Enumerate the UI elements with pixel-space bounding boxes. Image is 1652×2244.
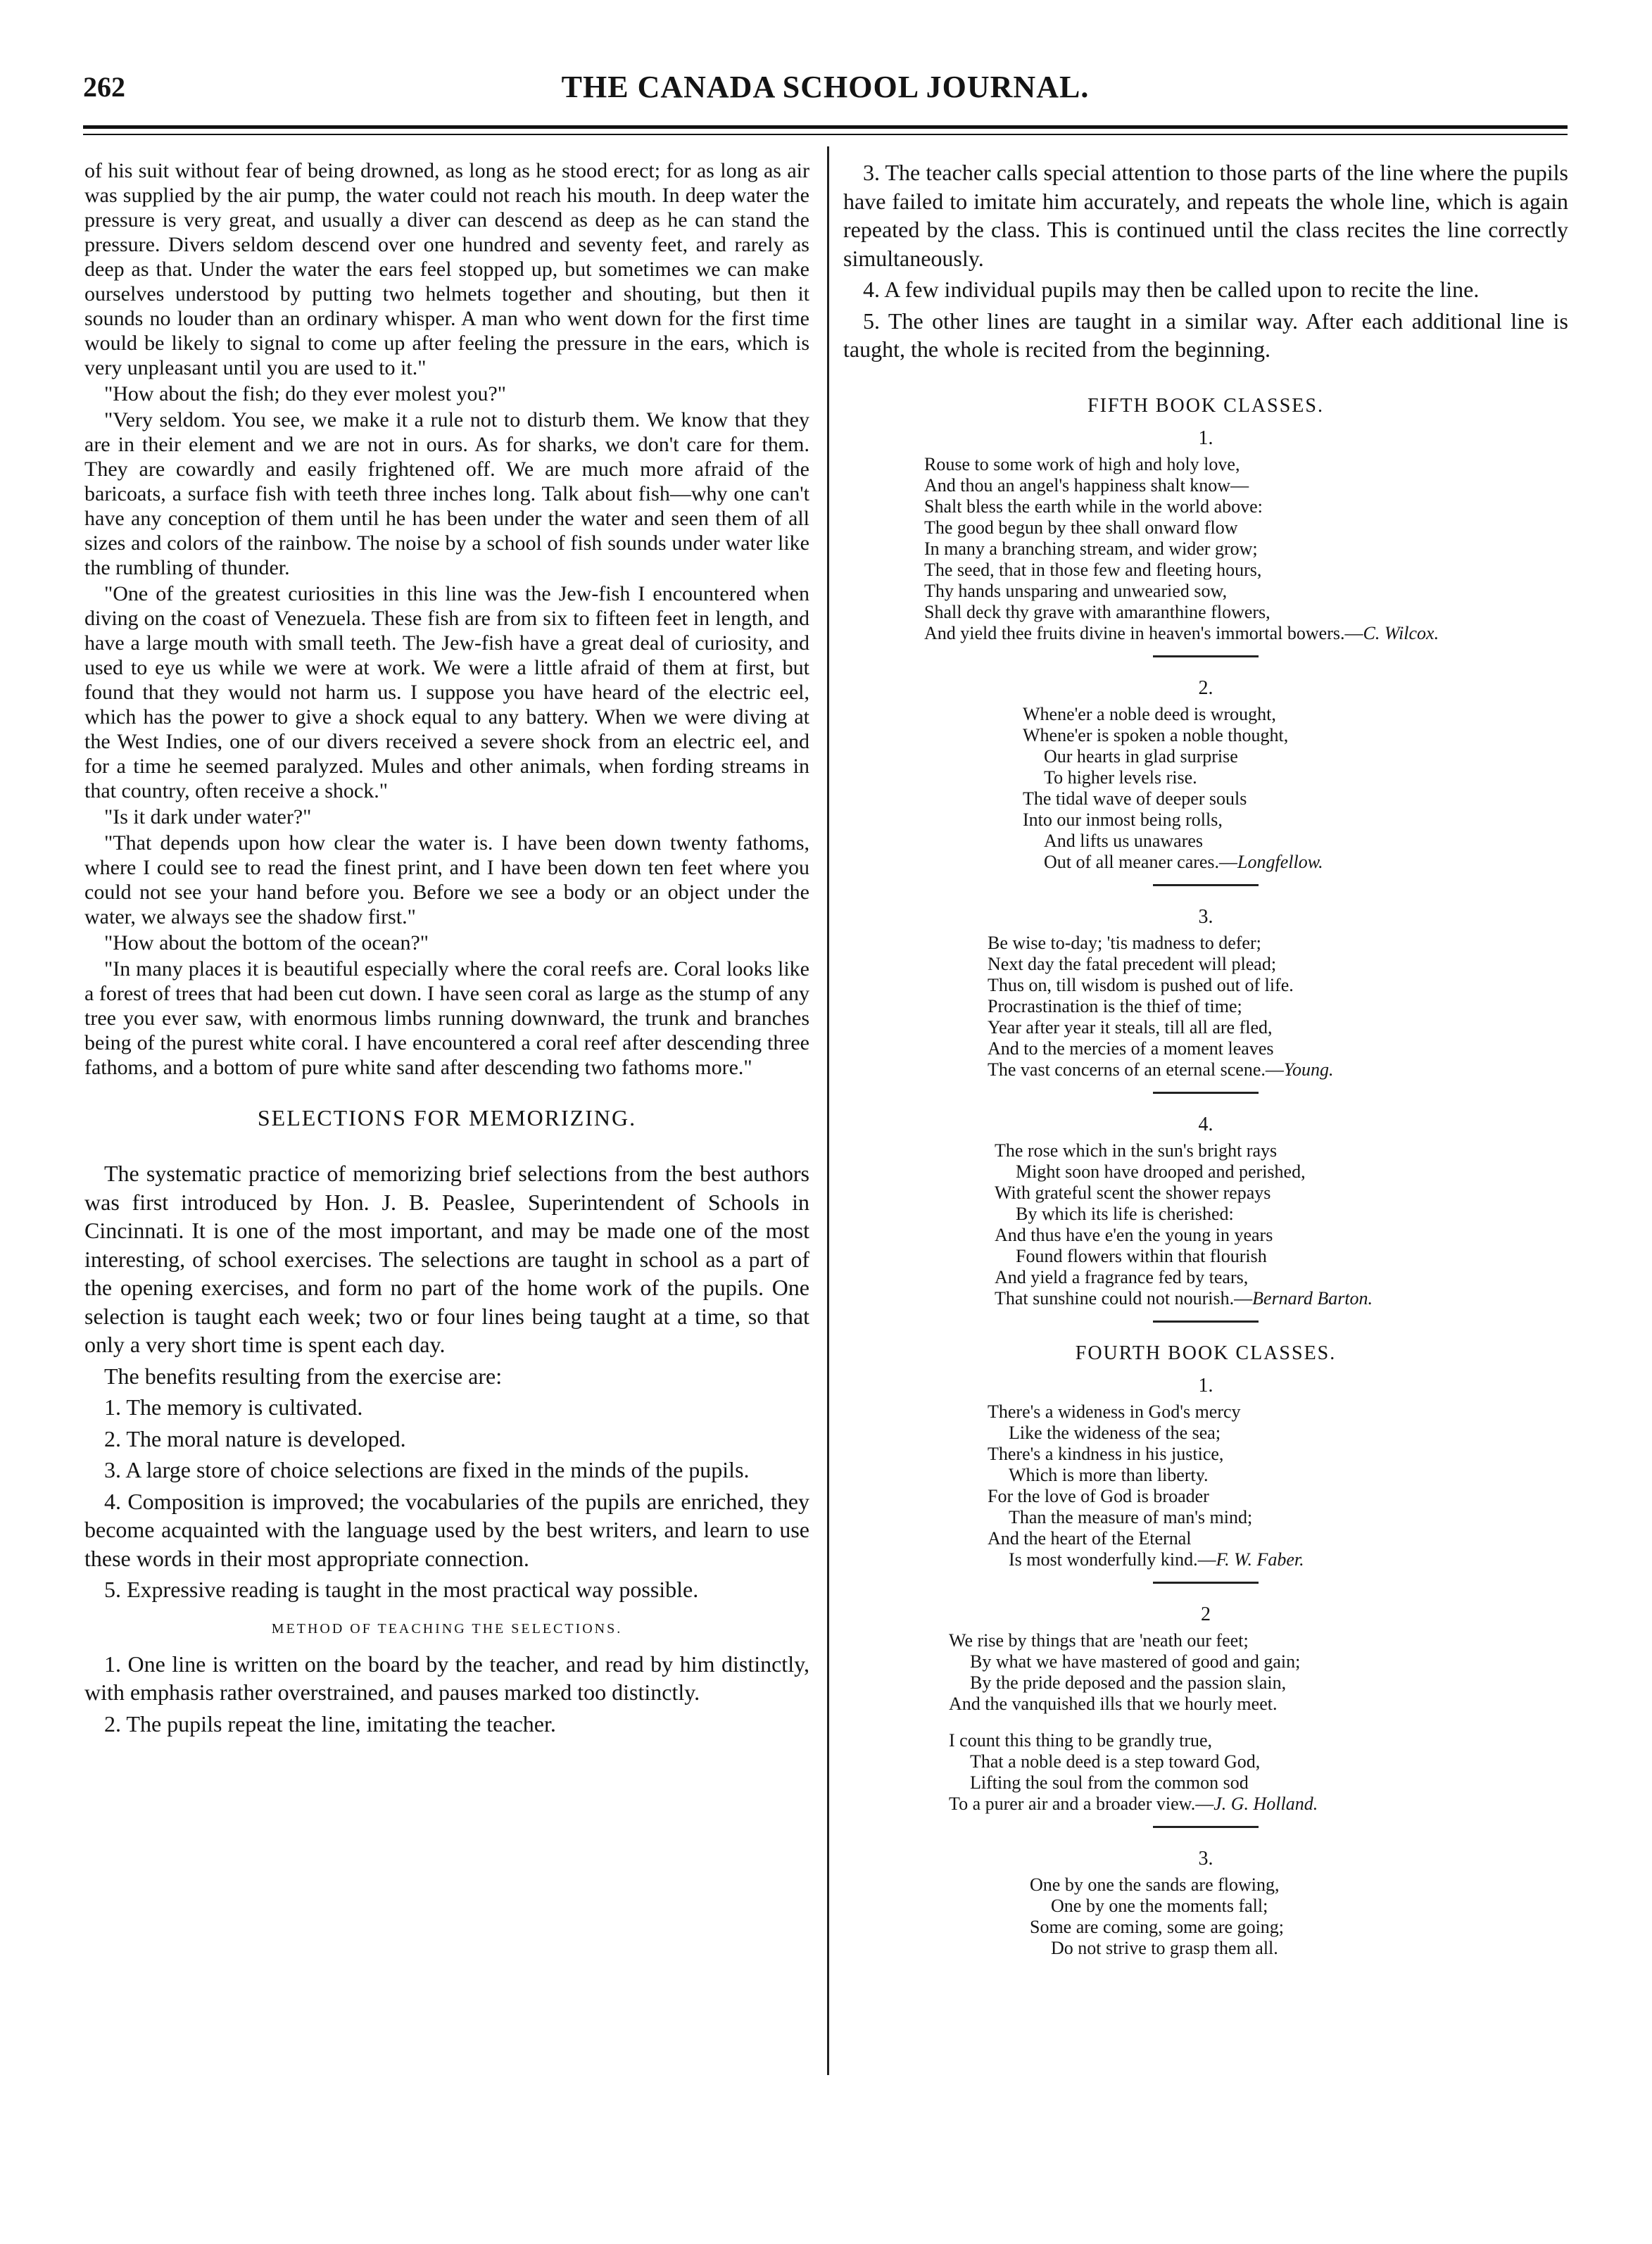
poem-last-line: To a purer air and a broader view.— xyxy=(949,1793,1214,1814)
poem-last-line: That sunshine could not nourish.— xyxy=(995,1287,1253,1309)
poem-line: Our hearts in glad surprise xyxy=(1044,745,1238,767)
header-rule-thick xyxy=(83,125,1568,129)
poem-line: Thus on, till wisdom is pushed out of life. xyxy=(988,974,1294,995)
section-title: SELECTIONS FOR MEMORIZING. xyxy=(257,1105,637,1130)
poem-line xyxy=(988,1059,1424,1080)
story-paragraph: "In many places it is beautiful especially where the coral reefs are. Coral looks like a forest of trees that had been cut down. I have seen coral as large as the stump of any tree you ever saw, with enormous limbs running downward, the trunk and branches being of the purest white coral. I have encountered a coral reef after descending three fathoms, and a bottom of pure white sand after descending two fathoms more." xyxy=(84,957,809,1079)
journal-title: THE CANADA SCHOOL JOURNAL. xyxy=(561,70,1090,104)
poem-line: Some are coming, some are going; xyxy=(1030,1916,1285,1937)
poem-number: 2. xyxy=(1198,676,1213,699)
list-item: 2. The moral nature is developed. xyxy=(104,1425,406,1451)
poem-line: Year after year it steals, till all are fled, xyxy=(988,1016,1273,1038)
poem-line: Than the measure of man's mind; xyxy=(1009,1506,1253,1527)
poem-line: In many a branching stream, and wider grow; xyxy=(924,538,1258,559)
poem-divider xyxy=(1153,655,1259,657)
poem-line: Whene'er is spoken a noble thought, xyxy=(1023,724,1289,745)
stanza-gap xyxy=(949,1715,1463,1730)
method-steps-left xyxy=(84,1650,809,1739)
poem xyxy=(995,1140,1417,1309)
poem-line: For the love of God is broader xyxy=(988,1485,1209,1506)
poem-number: 3. xyxy=(1198,1847,1213,1870)
poem-line: Procrastination is the thief of time; xyxy=(988,995,1242,1016)
poem-line xyxy=(924,623,1487,644)
poem-line: Shall deck thy grave with amaranthine flowers, xyxy=(924,601,1270,622)
intro-paragraph: The benefits resulting from the exercise are: xyxy=(104,1363,503,1389)
poem-line: Into our inmost being rolls, xyxy=(1023,809,1223,830)
poem-line: With grateful scent the shower repays xyxy=(995,1182,1271,1203)
list-item: 2. The pupils repeat the line, imitating the teacher. xyxy=(104,1710,556,1736)
poem-number: 1. xyxy=(1198,1374,1213,1397)
poem-line: And thou an angel's happiness shalt know— xyxy=(924,474,1249,496)
poem-line: The tidal wave of deeper souls xyxy=(1023,788,1247,809)
poem-line xyxy=(995,1288,1417,1309)
story-paragraph: "Very seldom. You see, we make it a rule not to disturb them. We know that they are in their element and we are not in ours. As for sharks, we don't care for them. They are cowardly and easily frightened off. We are much more afraid of the baricoats, a surface fish with teeth three inches long. Talk about fish—why one can't have any conception of them until he has been under the water and seen them of all sizes and colors of the rainbow. The noise by a school of fish sounds under water like the rumbling of thunder. xyxy=(84,408,809,579)
section-divider xyxy=(1153,1320,1259,1323)
poem-line: And lifts us unawares xyxy=(1044,830,1204,851)
poem-line: Do not strive to grasp them all. xyxy=(1051,1937,1278,1958)
poem-last-line: Is most wonderfully kind.— xyxy=(1009,1549,1216,1570)
intro-paragraph: The systematic practice of memorizing brief selections from the best authors was first introduced by Hon. J. B. Peaslee, Superintendent of Schools in Cincinnati. It is one of the most important, and may be made one of the most interesting, of school exercises. The selections are taught in school as a part of the opening exercises, and form no part of the home work of the pupils. One selection is taught each week; two or four lines being taught at a time, so that only a very short time is spent each day. xyxy=(84,1161,809,1357)
poem-line: One by one the moments fall; xyxy=(1051,1895,1268,1916)
poem-number: 1. xyxy=(1198,427,1213,449)
left-column xyxy=(84,158,809,2101)
poem-last-line: And yield thee fruits divine in heaven's immortal bowers.— xyxy=(924,622,1363,643)
story-paragraph: of his suit without fear of being drowned, as long as he stood erect; for as long as air was supplied by the air pump, the water could not reach his mouth. In deep water the pressure is very great, and usually a diver can descend as deep as he can stand the pressure. Divers seldom descend over one hundred and seventy feet, and rarely as deep as that. Under the water the ears feel stopped up, but sometimes we can make ourselves understood by putting two helmets together and shouting, but then it sounds no louder than an ordinary whisper. A man who went down for the first time would be likely to signal to come up after feeling the pressure in the ears, which is very unpleasant until you are used to it." xyxy=(84,159,809,379)
poem-line: Thy hands unsparing and unwearied sow, xyxy=(924,580,1228,601)
poem-line: One by one the sands are flowing, xyxy=(1030,1874,1280,1895)
poem-line: I count this thing to be grandly true, xyxy=(949,1729,1213,1751)
poem-line: And the vanquished ills that we hourly meet. xyxy=(949,1693,1278,1714)
poem-line: By the pride deposed and the passion slain, xyxy=(970,1672,1287,1693)
poem-number: 2 xyxy=(1201,1603,1211,1625)
poem-line: The rose which in the sun's bright rays xyxy=(995,1140,1278,1161)
poem-line: By which its life is cherished: xyxy=(1016,1203,1234,1224)
list-item: 4. Composition is improved; the vocabularies of the pupils are enriched, they become acquainted with the language used by the best writers, and learn to use these words in their most appropriate connection. xyxy=(84,1488,809,1571)
method-title: METHOD OF TEACHING THE SELECTIONS. xyxy=(271,1620,623,1637)
poem-attribution: Bernard Barton. xyxy=(1252,1287,1373,1309)
benefits-list xyxy=(84,1393,809,1604)
poem-line xyxy=(949,1794,1463,1815)
right-column xyxy=(843,158,1568,2143)
story-paragraph: "That depends upon how clear the water is. I have been down twenty fathoms, where I could see to read the finest print, and I have been down ten feet where you could not see your hand before you. Before we see a body or an object under the water, we always see the shadow first." xyxy=(84,831,809,928)
poem-line: Found flowers within that flourish xyxy=(1016,1245,1267,1266)
story-paragraph: "How about the bottom of the ocean?" xyxy=(104,931,429,954)
poem-attribution: F. W. Faber. xyxy=(1216,1549,1304,1570)
poem-line: And to the mercies of a moment leaves xyxy=(988,1038,1274,1059)
poem-line: That a noble deed is a step toward God, xyxy=(970,1751,1261,1772)
poem xyxy=(949,1630,1463,1815)
poem-line xyxy=(988,1549,1424,1570)
poem-last-line: The vast concerns of an eternal scene.— xyxy=(988,1059,1284,1080)
poem-line: The good begun by thee shall onward flow xyxy=(924,517,1238,538)
poem-last-line: Out of all meaner cares.— xyxy=(1044,851,1238,872)
story-paragraph: "How about the fish; do they ever molest you?" xyxy=(104,382,507,405)
poem-divider xyxy=(1153,1092,1259,1094)
poem-line: Next day the fatal precedent will plead; xyxy=(988,953,1277,974)
poem-line: There's a kindness in his justice, xyxy=(988,1443,1224,1464)
poem-line: Lifting the soul from the common sod xyxy=(970,1772,1249,1793)
poem-line: We rise by things that are 'neath our feet; xyxy=(949,1630,1249,1651)
column-divider xyxy=(827,146,829,2075)
story-paragraph: "Is it dark under water?" xyxy=(104,805,312,828)
header-rule-thin xyxy=(83,134,1568,135)
poem xyxy=(988,1401,1424,1570)
list-item: 3. A large store of choice selections are fixed in the minds of the pupils. xyxy=(104,1457,750,1482)
fourth-book-title: FOURTH BOOK CLASSES. xyxy=(1075,1342,1337,1364)
poem-line: Like the wideness of the sea; xyxy=(1009,1422,1221,1443)
poem-line: And thus have e'en the young in years xyxy=(995,1224,1273,1245)
poem xyxy=(924,454,1487,644)
poem-line: There's a wideness in God's mercy xyxy=(988,1401,1241,1422)
poem-divider xyxy=(1153,884,1259,886)
poem-line: Rouse to some work of high and holy love, xyxy=(924,453,1240,474)
method-steps-right xyxy=(843,158,1568,364)
poem-line xyxy=(1023,852,1389,873)
list-item: 1. The memory is cultivated. xyxy=(104,1394,363,1420)
poem-line: Be wise to-day; 'tis madness to defer; xyxy=(988,932,1261,953)
list-item: 5. Expressive reading is taught in the most practical way possible. xyxy=(104,1577,699,1602)
list-item: 1. One line is written on the board by the teacher, and read by him distinctly, with emphasis rather overstrained, and pauses marked too distinctly. xyxy=(84,1651,809,1705)
poem-attribution: J. G. Holland. xyxy=(1213,1793,1318,1814)
poem-line: Shalt bless the earth while in the world above: xyxy=(924,496,1263,517)
diver-interview xyxy=(84,158,809,1080)
poem-line: And the heart of the Eternal xyxy=(988,1527,1192,1549)
list-item: 4. A few individual pupils may then be called upon to recite the line. xyxy=(863,277,1480,302)
fifth-book-title: FIFTH BOOK CLASSES. xyxy=(1087,394,1324,417)
poem-line: By what we have mastered of good and gain; xyxy=(970,1651,1301,1672)
poem-attribution: C. Wilcox. xyxy=(1363,622,1439,643)
poem-line: Whene'er a noble deed is wrought, xyxy=(1023,703,1276,724)
poem-divider xyxy=(1153,1582,1259,1584)
poem xyxy=(988,933,1424,1080)
poem-number: 3. xyxy=(1198,905,1213,928)
poem-number: 4. xyxy=(1198,1113,1213,1135)
page-number: 262 xyxy=(83,71,125,103)
poem-divider xyxy=(1153,1826,1259,1828)
poem xyxy=(1030,1874,1382,1959)
poem-attribution: Young. xyxy=(1283,1059,1334,1080)
list-item: 3. The teacher calls special attention to those parts of the line where the pupils have failed to imitate him accurately, and repeats the whole line, which is again repeated by the class. This is continued until the class recites the line correctly simultaneously. xyxy=(843,160,1568,271)
page-header xyxy=(83,65,1568,121)
poem-line: Which is more than liberty. xyxy=(1009,1464,1209,1485)
poem-attribution: Longfellow. xyxy=(1237,851,1323,872)
poem-line: And yield a fragrance fed by tears, xyxy=(995,1266,1249,1287)
story-paragraph: "One of the greatest curiosities in this line was the Jew-fish I encountered when diving on the coast of Venezuela. These fish are from six to fifteen feet in length, and have a large mouth with small teeth. The Jew-fish have a great deal of curiosity, and used to eye us while we were at work. We were a little afraid of them at first, but found that they would not harm us. I suppose you have heard of the electric eel, which has the power to give a shock equal to any battery. When we were diving at the West Indies, one of our divers received a severe shock from an electric eel, and for a time he seemed paralyzed. Mules and other animals, when fording streams in that country, often receive a shock." xyxy=(84,582,809,802)
poem-line: To higher levels rise. xyxy=(1044,767,1197,788)
poem-line: Might soon have drooped and perished, xyxy=(1016,1161,1306,1182)
poem-line: The seed, that in those few and fleeting hours, xyxy=(924,559,1262,580)
list-item: 5. The other lines are taught in a similar way. After each additional line is taught, the whole is recited from the beginning. xyxy=(843,308,1568,362)
poem xyxy=(1023,704,1389,873)
